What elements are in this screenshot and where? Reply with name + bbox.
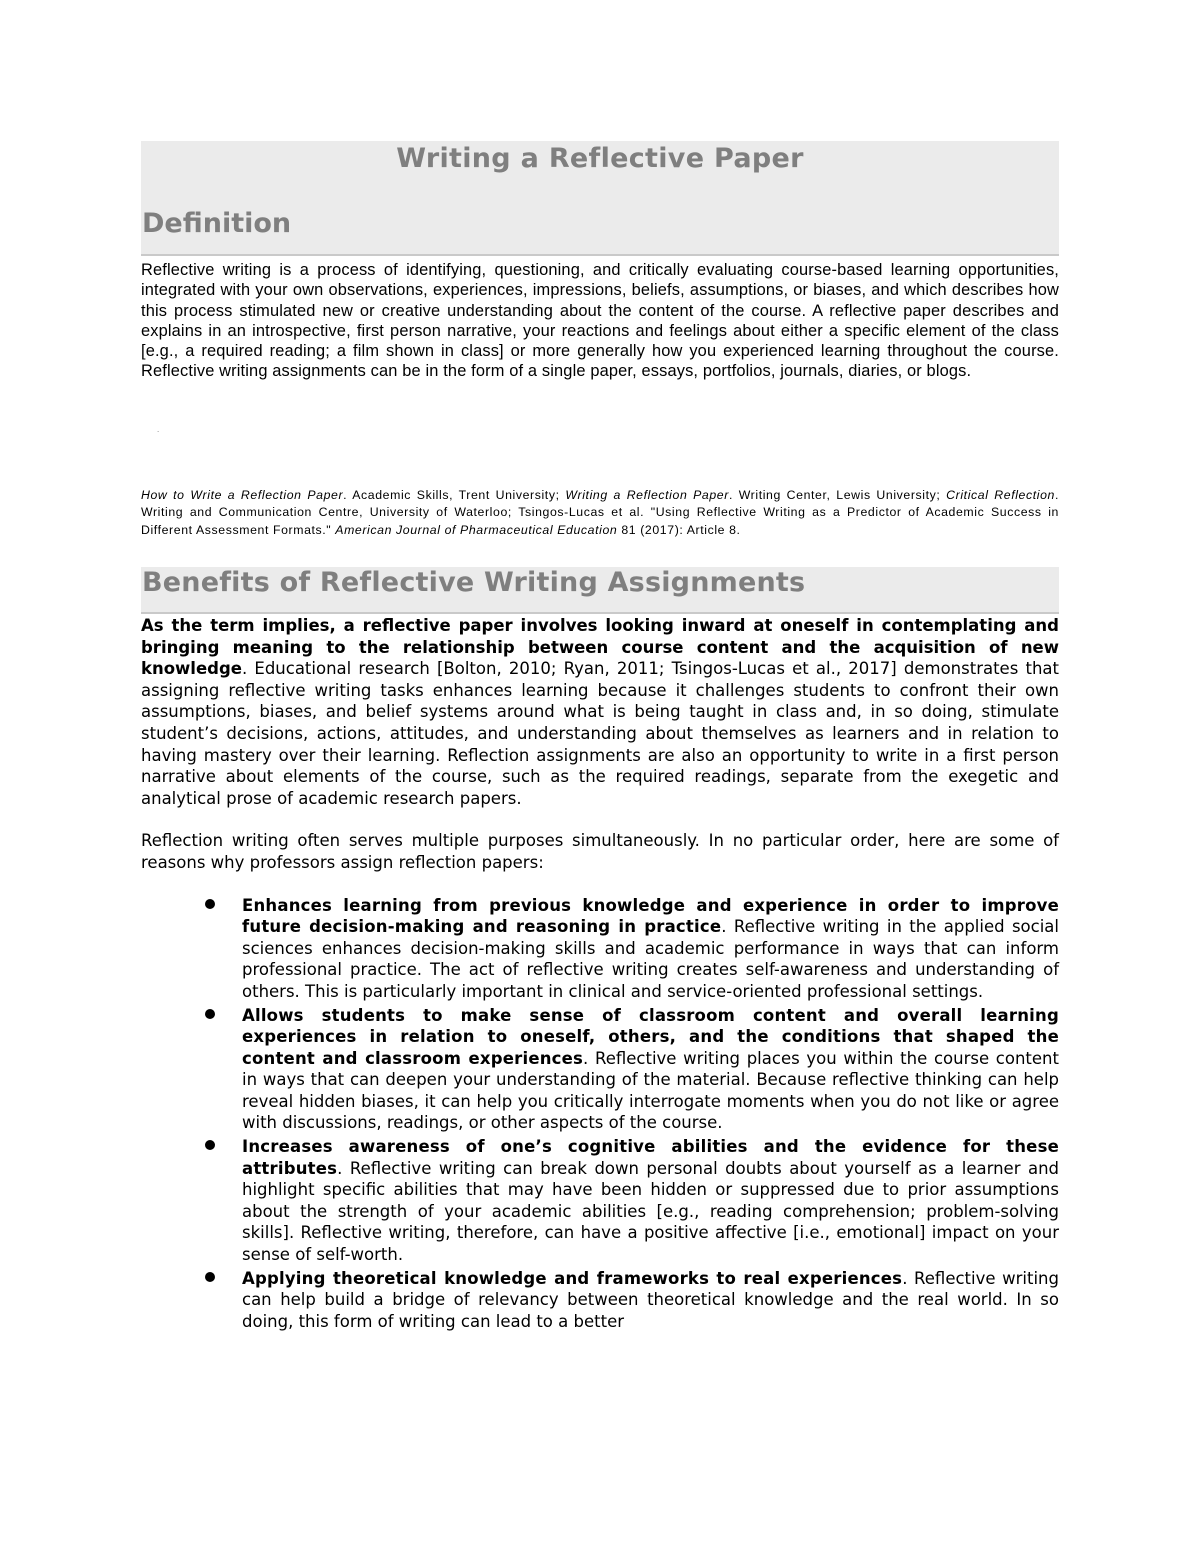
stray-dot: .	[157, 425, 160, 434]
reference-journal: American Journal of Pharmaceutical Education	[335, 522, 618, 537]
title-band	[141, 141, 1059, 256]
reference-title: Writing a Reflection Paper	[565, 488, 729, 502]
benefits-heading: Benefits of Reflective Writing Assignments	[142, 567, 806, 598]
reference-title: Critical Reflection	[946, 488, 1055, 502]
benefits-heading-band	[141, 567, 1059, 614]
page-title: Writing a Reflective Paper	[396, 143, 804, 174]
document-page	[141, 141, 1059, 382]
list-item	[141, 1005, 1059, 1135]
list-item	[141, 1268, 1059, 1333]
benefits-paragraph-1	[141, 615, 1059, 809]
list-item-lead: Applying theoretical knowledge and frameworks to real experiences	[242, 1268, 903, 1288]
benefits-paragraph-1-text: . Educational research [Bolton, 2010; Ryan, 2011; Tsingos-Lucas et al., 2017] demonstrates that assigning reflective writing tasks enhances learning because it challenges students to confront their own assumptions, biases, and belief systems around what is being taught in class and, in so doing, stimulate student’s decisions, actions, attitudes, and understanding about themselves as learners and in relation to having mastery over their learning. Reflection assignments are also an opportunity to write in a first person narrative about elements of the course, such as the required readings, separate from the exegetic and analytical prose of academic research papers.	[141, 659, 1059, 808]
reference-text: 81 (2017): Article 8.	[617, 522, 741, 537]
reference-text: . Writing and Communication Centre, University of Waterloo; Tsingos-Lucas et al. "Using Reflective Writing as a Predictor of Academic Success in Different Assessment Formats."	[141, 488, 1059, 537]
bullet-icon	[205, 1272, 215, 1282]
benefits-lead-bold: As the term implies, a reflective paper involves looking inward at oneself in contemplating and bringing meaning to the relationship between course content and the acquisition of new knowledge	[141, 616, 1059, 679]
list-item	[141, 1136, 1059, 1266]
list-item-text: . Reflective writing can break down personal doubts about yourself as a learner and highlight specific abilities that may have been hidden or suppressed due to prior assumptions about the strength of your academic abilities [e.g., reading comprehension; problem-solving skills]. Reflective writing, therefore, can have a positive affective [i.e., emotional] impact on your sense of self-worth.	[242, 1158, 1059, 1265]
list-item-lead: Allows students to make sense of classroom content and overall learning experiences in relation to oneself, others, and the conditions that shaped the content and classroom experiences	[242, 1005, 1059, 1068]
list-item-text: . Reflective writing in the applied social sciences enhances decision-making skills and academic performance in ways that can inform professional practice. The act of reflective writing creates self-awareness and understanding of others. This is particularly important in clinical and service-oriented professional settings.	[242, 917, 1059, 1001]
definition-heading: Definition	[142, 208, 292, 239]
list-item	[141, 895, 1059, 1003]
list-item-lead: Enhances learning from previous knowledge and experience in order to improve future decision-making and reasoning in practice	[242, 895, 1059, 937]
reference-text: . Writing Center, Lewis University;	[728, 488, 947, 502]
list-item-text: . Reflective writing can help build a bridge of relevancy between theoretical knowledge and the real world. In so doing, this form of writing can lead to a better	[242, 1268, 1059, 1331]
bullet-icon	[205, 1140, 215, 1150]
definition-paragraph: Reflective writing is a process of identifying, questioning, and critically evaluating course-based learning opportunities, integrated with your own observations, experiences, impressions, beliefs, assumptions, or biases, and which describes how this process stimulated new or creative understanding about the content of the course. A reflective paper describes and explains in an introspective, first person narrative, your reactions and feelings about either a specific element of the class [e.g., a required reading; a film shown in class] or more generally how you experienced learning throughout the course. Reflective writing assignments can be in the form of a single paper, essays, portfolios, journals, diaries, or blogs.	[141, 261, 1059, 381]
benefits-paragraph-2: Reflection writing often serves multiple purposes simultaneously. In no particular order, here are some of reasons why professors assign reflection papers:	[141, 831, 1059, 872]
list-item-text: . Reflective writing places you within the course content in ways that can deepen your understanding of the material. Because reflective thinking can help reveal hidden biases, it can help you critically interrogate moments when you do not like or agree with discussions, readings, or other aspects of the course.	[242, 1048, 1059, 1133]
bullet-icon	[205, 1009, 215, 1019]
benefits-section	[141, 615, 1059, 1334]
bullet-icon	[205, 899, 215, 909]
reasons-list	[141, 895, 1059, 1333]
list-item-lead: Increases awareness of one’s cognitive abilities and the evidence for these attributes	[242, 1137, 1059, 1178]
reference-text: . Academic Skills, Trent University;	[343, 488, 566, 502]
reference-title: How to Write a Reflection Paper	[141, 488, 344, 502]
references-paragraph	[141, 487, 1059, 539]
